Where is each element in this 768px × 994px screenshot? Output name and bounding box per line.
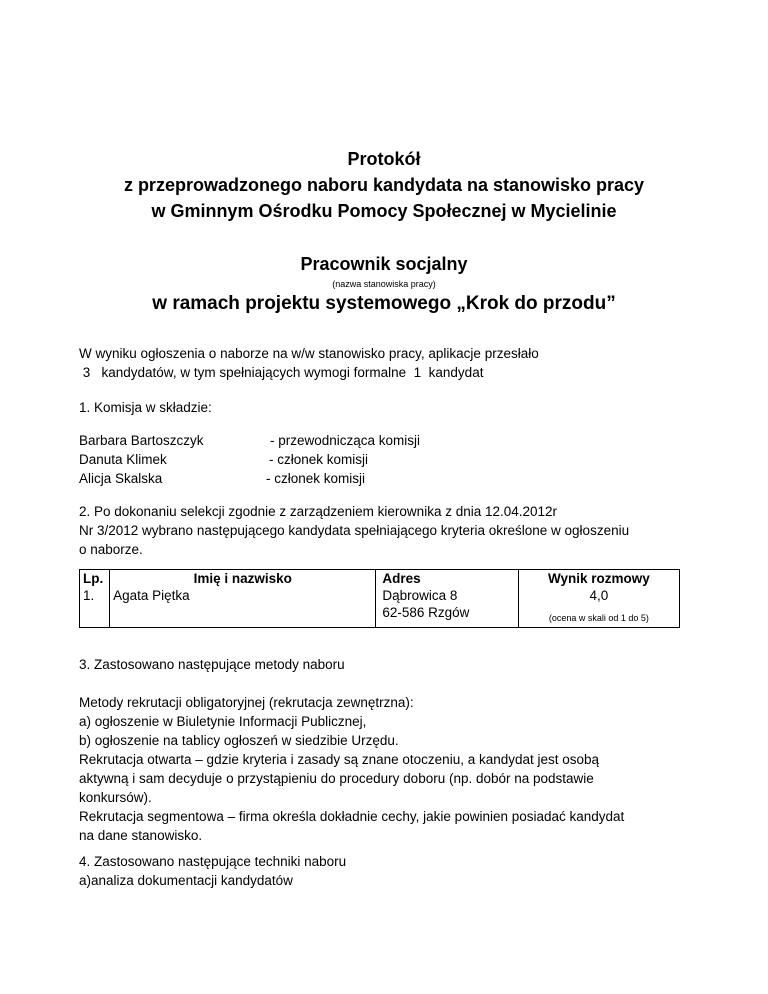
project-title: w ramach projektu systemowego „Krok do przodu” (152, 293, 616, 314)
address-line2: 62-586 Rzgów (382, 605, 470, 620)
position-title: Pracownik socjalny (300, 254, 468, 274)
score-value: 4,0 (589, 588, 609, 603)
column-header-name: Imię i nazwisko (110, 570, 376, 588)
techniques-item: a)analiza dokumentacji kandydatów (79, 873, 293, 888)
cell-lp: 1. (80, 587, 110, 628)
selection-line1: 2. Po dokonaniu selekcji zgodnie z zarządzeniem kierownika z dnia 12.04.2012r (79, 504, 558, 519)
intro-line2: 3 kandydatów, w tym spełniających wymogi formalne 1 kandydat (79, 365, 484, 380)
address-line1: Dąbrowica 8 (382, 588, 458, 603)
committee-member-role: - członek komisji (269, 452, 369, 467)
cell-name: Agata Piętka (110, 587, 376, 628)
score-note: (ocena w skali od 1 do 5) (548, 613, 649, 623)
candidate-table (79, 569, 680, 628)
committee-member-role: - przewodnicząca komisji (270, 433, 421, 448)
table-header-row (80, 570, 680, 588)
methods-line: na dane stanowisko. (79, 828, 203, 843)
methods-line: Metody rekrutacji obligatoryjnej (rekrutacja zewnętrzna): (79, 695, 414, 710)
table-row (80, 587, 680, 628)
methods-line: konkursów). (79, 790, 152, 805)
intro-line1: W wyniku ogłoszenia o naborze na w/w stanowisko pracy, aplikacje przesłało (79, 346, 539, 361)
methods-line: Rekrutacja otwarta – gdzie kryteria i zasady są znane otoczeniu, a kandydat jest osobą (79, 752, 600, 767)
committee-member-name: Barbara Bartoszczyk (79, 433, 204, 448)
committee-member-role: - członek komisji (266, 471, 366, 486)
methods-line: b) ogłoszenie na tablicy ogłoszeń w siedzibie Urzędu. (79, 733, 399, 748)
cell-score (518, 587, 679, 628)
column-header-lp: Lp. (80, 570, 110, 588)
committee-heading: 1. Komisja w składzie: (79, 400, 212, 415)
methods-line: aktywną i sam decyduje o przystąpieniu do procedury doboru (np. dobór na podstawie (79, 771, 594, 786)
methods-heading: 3. Zastosowano następujące metody naboru (79, 657, 345, 672)
doc-title: Protokół (347, 149, 421, 169)
cell-address (376, 587, 518, 628)
doc-subtitle-line1: z przeprowadzonego naboru kandydata na stanowisko pracy (123, 175, 645, 195)
methods-line: Rekrutacja segmentowa – firma określa dokładnie cechy, jakie powinien posiadać kandydat (79, 809, 625, 824)
methods-list (79, 693, 624, 845)
selection-line2: Nr 3/2012 wybrano następującego kandydata spełniającego kryteria określone w ogłoszeniu (79, 523, 630, 538)
column-header-score: Wynik rozmowy (518, 570, 679, 588)
selection-line3: o naborze. (79, 542, 143, 557)
column-header-address: Adres (376, 570, 518, 588)
doc-subtitle-line2: w Gminnym Ośrodku Pomocy Społecznej w Mycielinie (151, 201, 617, 221)
committee-member-name: Alicja Skalska (79, 471, 163, 486)
methods-line: a) ogłoszenie w Biuletynie Informacji Publicznej, (79, 714, 367, 729)
committee-member-name: Danuta Klimek (79, 452, 167, 467)
position-note: (nazwa stanowiska pracy) (332, 279, 436, 289)
techniques-heading: 4. Zastosowano następujące techniki naboru (79, 854, 347, 869)
